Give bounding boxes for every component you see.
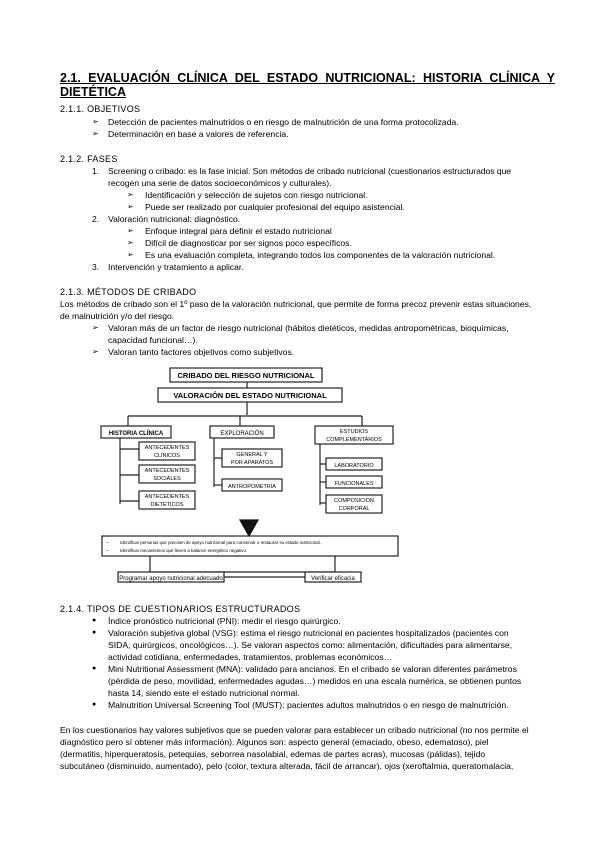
closing-paragraph-line: subcutáneo (disminuido, aumentado), pelo (color, textura alterada, fácil de arrancar), ojos (xeroftalmia, queratomalacia,	[60, 761, 514, 771]
diagram-col1-item-label: CLÍNICOS	[154, 453, 180, 459]
diagram-col2-head-label: EXPLORACIÓN	[220, 431, 264, 437]
fase-3-text: Intervención y tratamiento a aplicar.	[108, 262, 244, 272]
metodos-item: Valoran tanto factores objetivos como subjetivos.	[108, 347, 295, 357]
tipos-item: Valoración subjetiva global (VSG): estima el riesgo nutricional en pacientes hospitalizados (pacientes con	[108, 628, 509, 638]
diagram-col3-item-label: LABORATORIO	[334, 463, 374, 469]
diagram-note: Identificar mecanismos que lleven a balance energético negativo.	[120, 548, 248, 553]
diagram-col1-item-label: SOCIALES	[153, 476, 181, 482]
diagram-col1-head-label: HISTORIA CLÍNICA	[108, 431, 164, 437]
fase-2-text: Valoración nutricional: diagnóstico.	[108, 214, 241, 224]
metodos-item-cont: capacidad funcional…).	[108, 335, 198, 345]
metodos-item: Valoran más de un factor de riesgo nutricional (hábitos dietéticos, medidas antropométricas, bioquímicas,	[108, 323, 509, 333]
section-heading-objetivos: 2.1.1. OBJETIVOS	[60, 104, 141, 114]
metodos-intro: Los métodos de cribado son el 1º paso de la valoración nutricional, que permite de forma precoz prevenir estas situaciones,	[60, 299, 532, 309]
objetivo-item: Determinación en base a valores de referencia.	[108, 129, 289, 139]
arrow-bullet-icon: ➢	[92, 129, 99, 138]
tipos-item-cont: hasta 14, siendo este el estado nutricional normal.	[108, 688, 300, 698]
dot-bullet-icon: ●	[92, 665, 97, 672]
list-number: 3.	[92, 262, 100, 272]
section-heading-metodos: 2.1.3. MÉTODOS DE CRIBADO	[60, 287, 197, 297]
closing-paragraph-line: (dermatitis, hiperqueratosis, petequias, seborrea nasolabial, edemas de partes acras), mucosas (pálidas), tejido	[60, 749, 486, 759]
diagram-col2-item-label: POR APARATOS	[230, 460, 274, 466]
diagram-bottom-left-label: Programar apoyo nutricional adecuado	[119, 576, 223, 582]
diagram-col1-item-label: ANTECEDENTES	[144, 468, 190, 474]
section-heading-tipos: 2.1.4. TIPOS DE CUESTIONARIOS ESTRUCTURADOS	[60, 604, 301, 614]
diagram-col3-item-label: FUNCIONALES	[334, 481, 374, 487]
tipos-item: Malnutrition Universal Screening Tool (MUST): pacientes adultos malnutridos o en riesgo de malnutrición.	[108, 700, 509, 710]
page-title: 2.1. EVALUACIÓN CLÍNICA DEL ESTADO NUTRICIONAL: HISTORIA CLÍNICA Y DIETÉTICA	[60, 71, 555, 99]
arrow-bullet-icon: ➢	[127, 190, 134, 199]
dot-bullet-icon: ●	[92, 701, 97, 708]
closing-paragraph-line: En los cuestionarios hay valores subjetivos que se pueden valorar para establecer un cribado nutricional (no nos permite el	[60, 725, 529, 735]
diagram-col3-head-label: ESTUDIOS	[339, 429, 369, 435]
arrow-bullet-icon: ➢	[127, 202, 134, 211]
dot-bullet-icon: ●	[92, 629, 97, 636]
diagram-col1-item-label: ANTECEDENTES	[144, 445, 190, 451]
list-number: 2.	[92, 214, 100, 224]
tipos-item-cont: SIDA, quirúrgicos, oncológicos…). Se valoran aspectos como: alimentación, dificultades para alimentarse,	[108, 640, 513, 650]
tipos-item: Índice pronóstico nutricional (PNI): medir el riesgo quirúrgico.	[108, 616, 341, 626]
fase-1-item: Puede ser realizado por cualquier profesional del equipo asistencial.	[145, 202, 405, 212]
diagram-col1-item-label: DIETÉTICOS	[150, 502, 184, 508]
diagram-col2-item-label: ANTROPOMETRÍA	[228, 484, 276, 490]
arrow-bullet-icon: ➢	[127, 226, 134, 235]
tipos-item-cont: (pérdida de peso, movilidad, enfermedades agudas…) medidos en una escala numérica, se obtienen puntos	[108, 676, 522, 686]
objetivo-item: Detección de pacientes malnutridos o en riesgo de malnutrición de una forma protocolizada.	[108, 117, 459, 127]
fase-1-text: Screening o cribado: es la fase inicial. Son métodos de cribado nutricional (cuestionarios estructurados que	[108, 166, 512, 176]
arrow-bullet-icon: ➢	[127, 250, 134, 259]
diagram-col3-head-label: COMPLEMENTARIOS	[326, 437, 382, 443]
fase-2-item: Es una evaluación completa, integrando todos los componentes de la valoración nutricional.	[145, 250, 496, 260]
tipos-item: Mini Nutritional Assessment (MNA): validado para ancianos. En el cribado se valoran diferentes parámetros	[108, 664, 517, 674]
diagram-col2-item-label: GENERAL Y	[236, 452, 268, 458]
diagram-bottom-right-label: Verificar eficacia	[311, 576, 355, 582]
dot-bullet-icon: ●	[92, 617, 97, 624]
arrow-bullet-icon: ➢	[92, 117, 99, 126]
down-arrow-icon	[240, 520, 258, 536]
closing-paragraph-line: diagnóstico pero sí obtener más información). Algunos son: aspecto general (emaciado, obeso, edematoso), piel	[60, 737, 489, 747]
tipos-item-cont: actividad cotidiana, enfermedades, tratamientos, problemas económicos…	[108, 652, 393, 662]
diagram-col1-item-label: ANTECEDENTES	[144, 494, 190, 500]
fase-1-text-cont: recogen una serie de datos socioeconómicos y culturales).	[108, 178, 332, 188]
fase-1-item: Identificación y selección de sujetos con riesgo nutricional.	[145, 190, 368, 200]
diagram-col3-item-label: COMPOSICIÓN	[334, 498, 374, 504]
arrow-bullet-icon: ➢	[127, 238, 134, 247]
fase-2-item: Enfoque integral para definir el estado nutricional	[145, 226, 332, 236]
fase-2-item: Difícil de diagnosticar por ser signos poco específicos.	[145, 238, 352, 248]
diagram-second-label: VALORACIÓN DEL ESTADO NUTRICIONAL	[173, 391, 327, 400]
arrow-bullet-icon: ➢	[92, 323, 99, 332]
arrow-bullet-icon: ➢	[92, 347, 99, 356]
diagram-col3-item-label: CORPORAL	[338, 506, 370, 512]
diagram-note: Identificar personas que precisen de apoyo nutricional para conservar o restaurar su estado nutricional.	[120, 540, 321, 545]
section-heading-fases: 2.1.2. FASES	[60, 154, 118, 164]
diagram-notes-box	[102, 536, 398, 556]
metodos-intro-cont: de malnutrición y/o del riesgo.	[60, 311, 175, 321]
list-number: 1.	[92, 166, 100, 176]
diagram-note-bullet: –	[106, 540, 109, 545]
diagram-top-label: CRIBADO DEL RIESGO NUTRICIONAL	[177, 371, 315, 380]
diagram-note-bullet: –	[106, 548, 109, 553]
